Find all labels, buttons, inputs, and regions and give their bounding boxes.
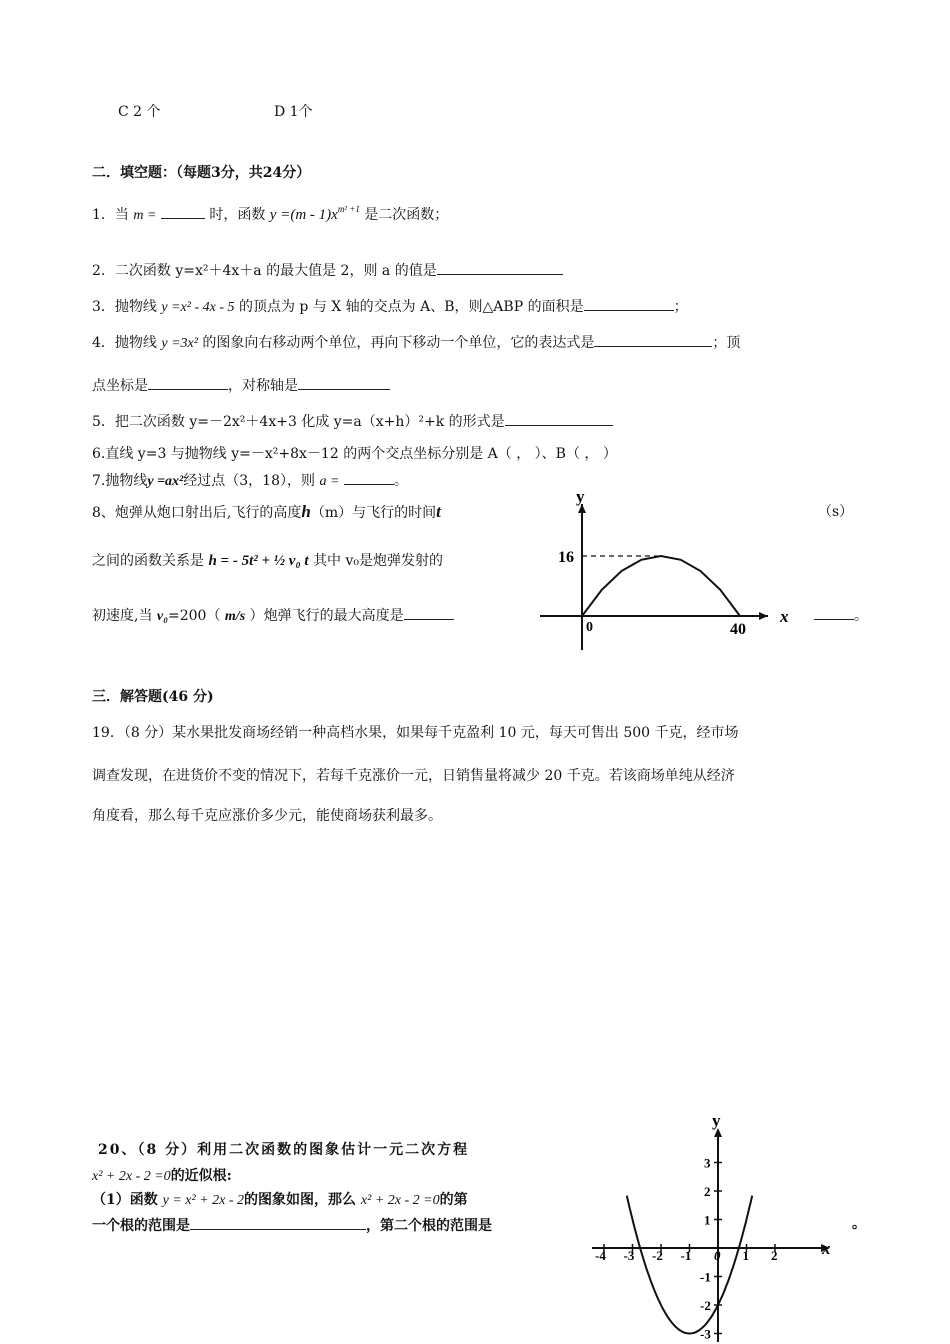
q8-blank-2[interactable] [814,604,854,620]
q20-line2-text: 的近似根: [170,1168,232,1184]
x-axis-arrow [759,612,768,620]
y-tick-label: -2 [700,1298,711,1313]
q1-lead: 1．当 [92,207,129,223]
y-tick-label: -3 [700,1326,711,1342]
q20-line3c: 的第 [439,1192,468,1208]
x-tick-label: -2 [652,1248,663,1263]
q19-line1: 19．（8 分）某水果批发商场经销一种高档水果，如果每千克盈利 10 元，每天可售出 500 千克，经市场 [92,725,739,741]
q1-exp: m² +1 [337,204,360,214]
q4-tail: 的图象向右移动两个单位，再向下移动一个单位，它的表达式是 [202,335,595,351]
q8-line2b: 其中 v₀是炮弹发射的 [313,553,444,569]
q1 [92,203,448,226]
q3-fn: y =x² - 4x - 5 [161,300,235,315]
y-tick-label: 2 [704,1184,711,1199]
section3-title: 三．解答题(46 分) [92,689,214,705]
q4-blank-3[interactable] [298,374,390,390]
q20-line4a: 一个根的范围是 [92,1218,190,1234]
q4-blank-1[interactable] [594,331,712,347]
y-tick-label: 3 [704,1155,711,1171]
x-tick-label: 40 [730,621,746,638]
q8-h: h [301,502,311,521]
q4-lead: 4．抛物线 [92,335,157,351]
q20-fn: y = x² + 2x - 2 [162,1193,245,1208]
q3-lead: 3．抛物线 [92,299,157,315]
y-tick-label: -1 [700,1269,711,1285]
q8-line3c: ）炮弹飞行的最大高度是 [249,608,404,624]
q5 [92,410,613,432]
q4-fn: y =3x² [161,336,198,351]
x-tick-label: 1 [742,1248,749,1263]
x-tick-label: 0 [714,1248,721,1263]
q8-line3b: =200（ [168,608,221,624]
q20-eq2: x² + 2x - 2 =0 [360,1193,440,1208]
q7-lead: 7.抛物线 [92,473,148,489]
q20-blank-1[interactable] [190,1214,366,1230]
q2-text: 2．二次函数 y=x²＋4x＋a 的最大值是 2，则 a 的值是 [92,263,437,279]
q8-line3 [92,604,454,627]
x-tick-label: 2 [771,1248,778,1263]
q8-line3a: 初速度,当 [92,608,153,624]
q20-line4 [92,1214,492,1236]
q1-m: m = [133,208,157,223]
q4-end: ；顶 [712,335,741,351]
q20-end: 。 [852,1216,866,1232]
q1-tail: 是二次函数； [364,207,449,223]
q8-line2 [92,551,443,571]
section2-title: 二．填空题：（每题3分，共24分） [92,165,311,181]
q4-line2b: ，对称轴是 [228,378,298,394]
q20-line3 [92,1190,468,1211]
x-tick-label: -1 [680,1248,692,1263]
q3 [92,295,688,318]
q7 [92,469,408,492]
q4-line2 [92,374,390,396]
q20-line3b: 的图象如图，那么 [244,1192,357,1208]
x-axis-label: x [780,607,789,626]
q7-a: a = [319,474,340,489]
q8-unit: m/s [224,609,246,624]
q1-blank[interactable] [161,203,205,219]
q8-formula: h = - 5t² + ½ v₀ t [208,553,309,569]
q20-eq: x² + 2x - 2 =0 [92,1169,171,1184]
q3-end: ； [673,299,688,315]
projectile-chart [540,486,800,656]
q5-text: 5．把二次函数 y=－2x²＋4x+3 化成 y=a（x+h）²+k 的形式是 [92,414,505,430]
x-axis-label: x [822,1239,831,1258]
q20-line3a: （1）函数 [92,1192,158,1208]
q20-line1: 20、（8 分）利用二次函数的图象估计一元二次方程 [98,1142,470,1158]
q4-blank-2[interactable] [148,374,228,390]
q7-fn: y =ax² [147,474,184,489]
y-axis-label: y [576,487,585,506]
q8-line1-text: 8、炮弹从炮口射出后,飞行的高度 [92,505,302,521]
q2 [92,259,563,281]
q20-line4b: ，第二个根的范围是 [366,1218,492,1234]
y-tick-label: 1 [704,1212,711,1228]
q7-mid: 经过点（3，18），则 [183,473,315,489]
q1-fn: y =(m - 1)x [269,207,338,223]
option-d: D 1个 [274,104,313,120]
q1-mid: 时，函数 [209,207,266,223]
q19-line2: 调查发现，在进货价不变的情况下，若每千克涨价一元，日销售量将减少 20 千克。若该商场单纯从经济 [92,768,735,784]
q2-blank[interactable] [437,259,563,275]
q3-blank[interactable] [584,295,674,311]
q8-blank-1[interactable] [404,604,454,620]
q8-tail [814,604,868,626]
q7-end: 。 [393,473,408,489]
q4 [92,331,740,354]
q8-line1 [92,502,441,523]
y-axis-label: y [712,1116,721,1130]
q5-blank[interactable] [505,410,613,426]
q8-s: （s） [818,504,854,520]
x-tick-label: 0 [586,620,593,635]
parabola-chart [590,1116,840,1344]
q8-v0: v₀ [156,609,169,624]
q4-line2a: 点坐标是 [92,378,148,394]
q20-line2 [92,1166,232,1187]
q19-line3: 角度看，那么每千克应涨价多少元，能使商场获利最多。 [92,808,442,824]
q8-line2a: 之间的函数关系是 [92,553,204,569]
x-tick-label: -4 [595,1248,606,1263]
q8-end: 。 [854,608,868,624]
q8-mid1: （m）与飞行的时间 [310,505,437,521]
series-curve [582,556,740,616]
q8-t: t [436,502,441,521]
q7-blank[interactable] [344,469,394,485]
option-c: C 2 个 [118,104,161,120]
x-tick-label: -3 [623,1248,635,1263]
q6: 6.直线 y=3 与抛物线 y=－x²+8x－12 的两个交点坐标分别是 A（ ， ）、B（ ， ） [92,446,617,462]
series-curve [627,1196,752,1334]
y-tick-label: 16 [558,549,574,566]
q3-tail: 的顶点为 p 与 X 轴的交点为 A、B，则△ABP 的面积是 [238,299,584,315]
